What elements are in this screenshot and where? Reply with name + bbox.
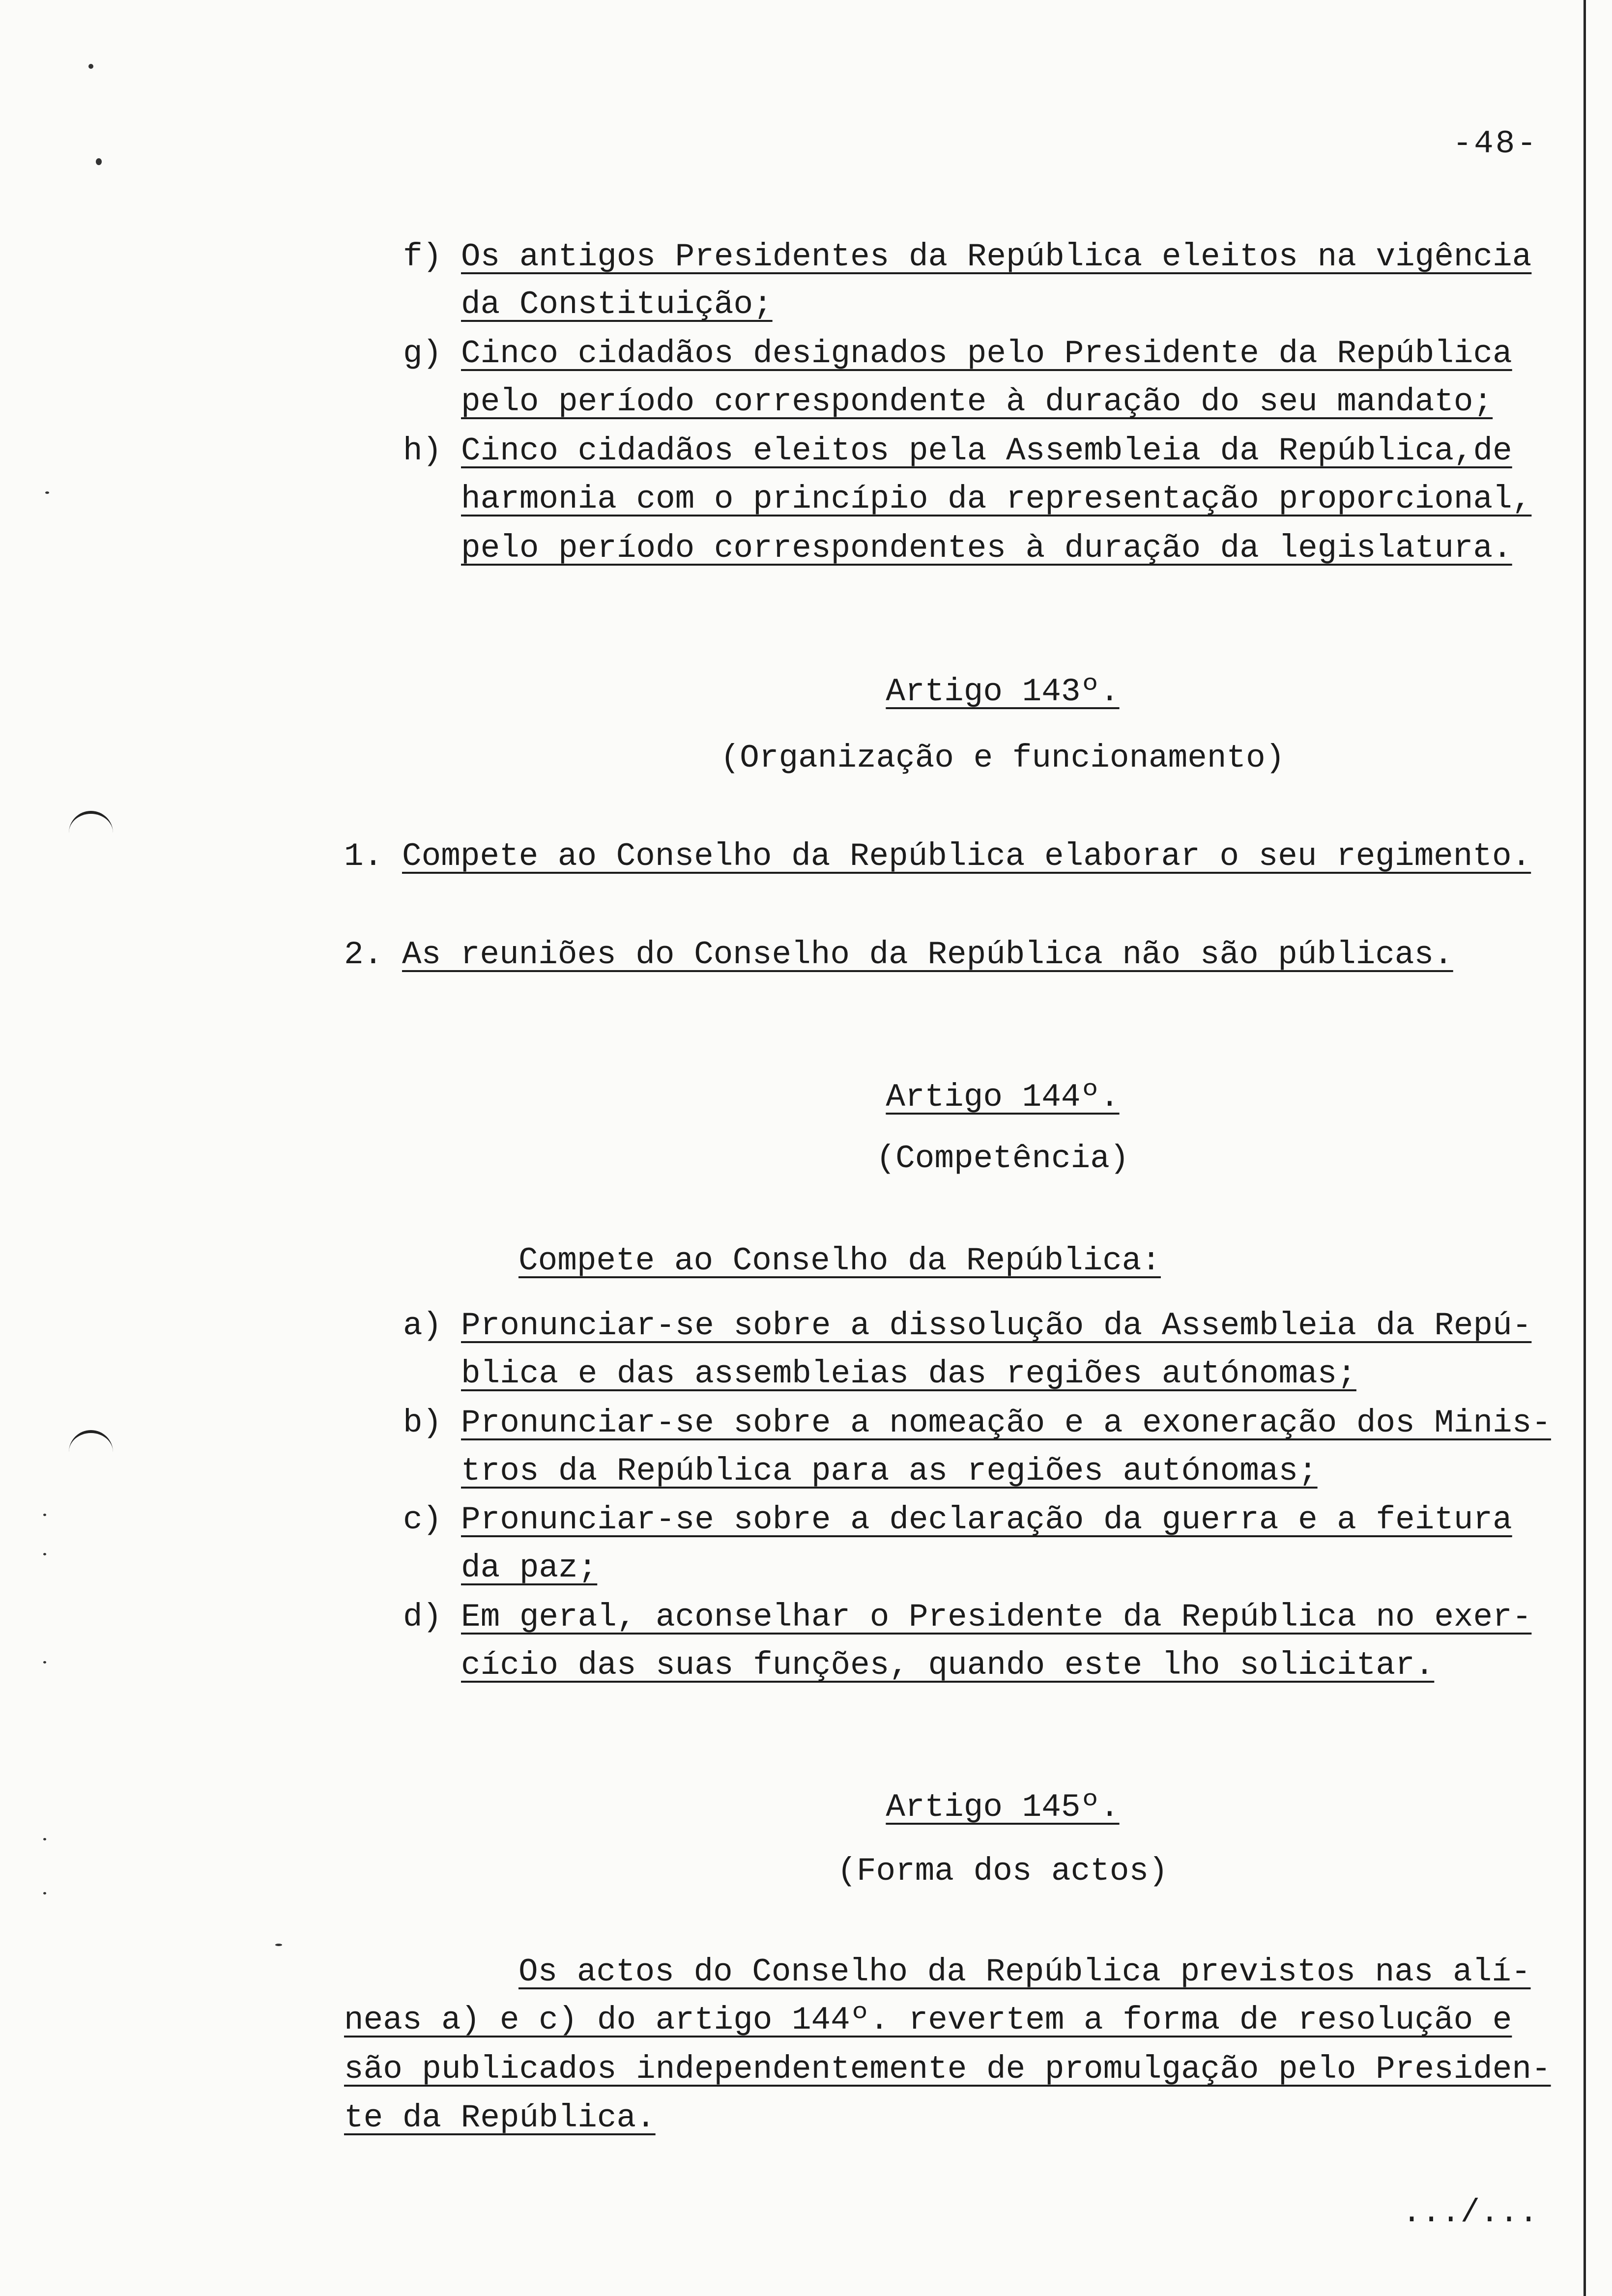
scan-mark <box>275 1944 282 1946</box>
list-letter: b) <box>403 1405 442 1441</box>
paragraph-line: te da República. <box>344 2099 656 2136</box>
article-subtitle: (Forma dos actos) <box>837 1853 1168 1890</box>
paragraph-line: são publicados independentemente de promulgação pelo Presiden- <box>344 2051 1551 2088</box>
list-letter: d) <box>403 1599 442 1636</box>
list-item-text: tros da República para as regiões autónomas; <box>461 1453 1318 1490</box>
scan-mark <box>43 1514 46 1516</box>
list-item-text: cício das suas funções, quando este lho solicitar. <box>461 1647 1435 1684</box>
list-item-text: pelo período correspondente à duração do seu mandato; <box>461 383 1493 420</box>
list-item-text: Os antigos Presidentes da República eleitos na vigência <box>461 238 1532 275</box>
article-title: Artigo 144º. <box>886 1079 1120 1116</box>
list-letter: c) <box>403 1501 442 1538</box>
article-title: Artigo 145º. <box>886 1789 1120 1826</box>
scan-mark <box>88 64 93 69</box>
item-text: As reuniões do Conselho da República não são públicas. <box>402 936 1453 973</box>
list-item-text: Cinco cidadãos designados pelo Presidente da República <box>461 335 1512 372</box>
list-letter: h) <box>403 432 442 469</box>
list-letter: f) <box>403 238 442 275</box>
list-item-text: harmonia com o princípio da representação proporcional, <box>461 481 1532 517</box>
list-item-text: da paz; <box>461 1550 598 1586</box>
continuation-mark: .../... <box>1402 2194 1538 2231</box>
scan-mark <box>43 1892 46 1894</box>
article-subtitle: (Competência) <box>876 1140 1129 1177</box>
item-number: 1. <box>344 838 383 875</box>
list-item-text: pelo período correspondentes à duração da legislatura. <box>461 530 1512 567</box>
list-item-text: Cinco cidadãos eleitos pela Assembleia da República,de <box>461 432 1512 469</box>
paragraph-line: Os actos do Conselho da República previstos nas alí- <box>518 1953 1531 1990</box>
item-number: 2. <box>344 936 383 973</box>
scan-mark <box>43 1838 46 1840</box>
list-item-text: Em geral, aconselhar o Presidente da República no exer- <box>461 1599 1532 1636</box>
list-item-text: blica e das assembleias das regiões autónomas; <box>461 1355 1356 1392</box>
scan-mark <box>43 1553 46 1555</box>
scan-mark <box>43 1661 46 1664</box>
scan-arc-mark <box>69 1430 113 1453</box>
article-subtitle: (Organização e funcionamento) <box>720 740 1285 776</box>
scan-mark <box>96 158 102 165</box>
list-item-text: Pronunciar-se sobre a dissolução da Assembleia da Repú- <box>461 1307 1532 1344</box>
article-intro: Compete ao Conselho da República: <box>518 1242 1161 1279</box>
list-item-text: Pronunciar-se sobre a nomeação e a exoneração dos Minis- <box>461 1405 1551 1441</box>
item-text: Compete ao Conselho da República elaborar o seu regimento. <box>402 838 1531 875</box>
scan-mark <box>45 491 49 494</box>
list-letter: g) <box>403 335 442 372</box>
list-item-text: da Constituição; <box>461 286 773 323</box>
scan-arc-mark <box>69 811 113 833</box>
list-letter: a) <box>403 1307 442 1344</box>
page-number: -48- <box>1452 125 1538 162</box>
article-title: Artigo 143º. <box>886 673 1120 710</box>
list-item-text: Pronunciar-se sobre a declaração da guerra e a feitura <box>461 1501 1512 1538</box>
paragraph-line: neas a) e c) do artigo 144º. revertem a forma de resolução e <box>344 2002 1512 2038</box>
